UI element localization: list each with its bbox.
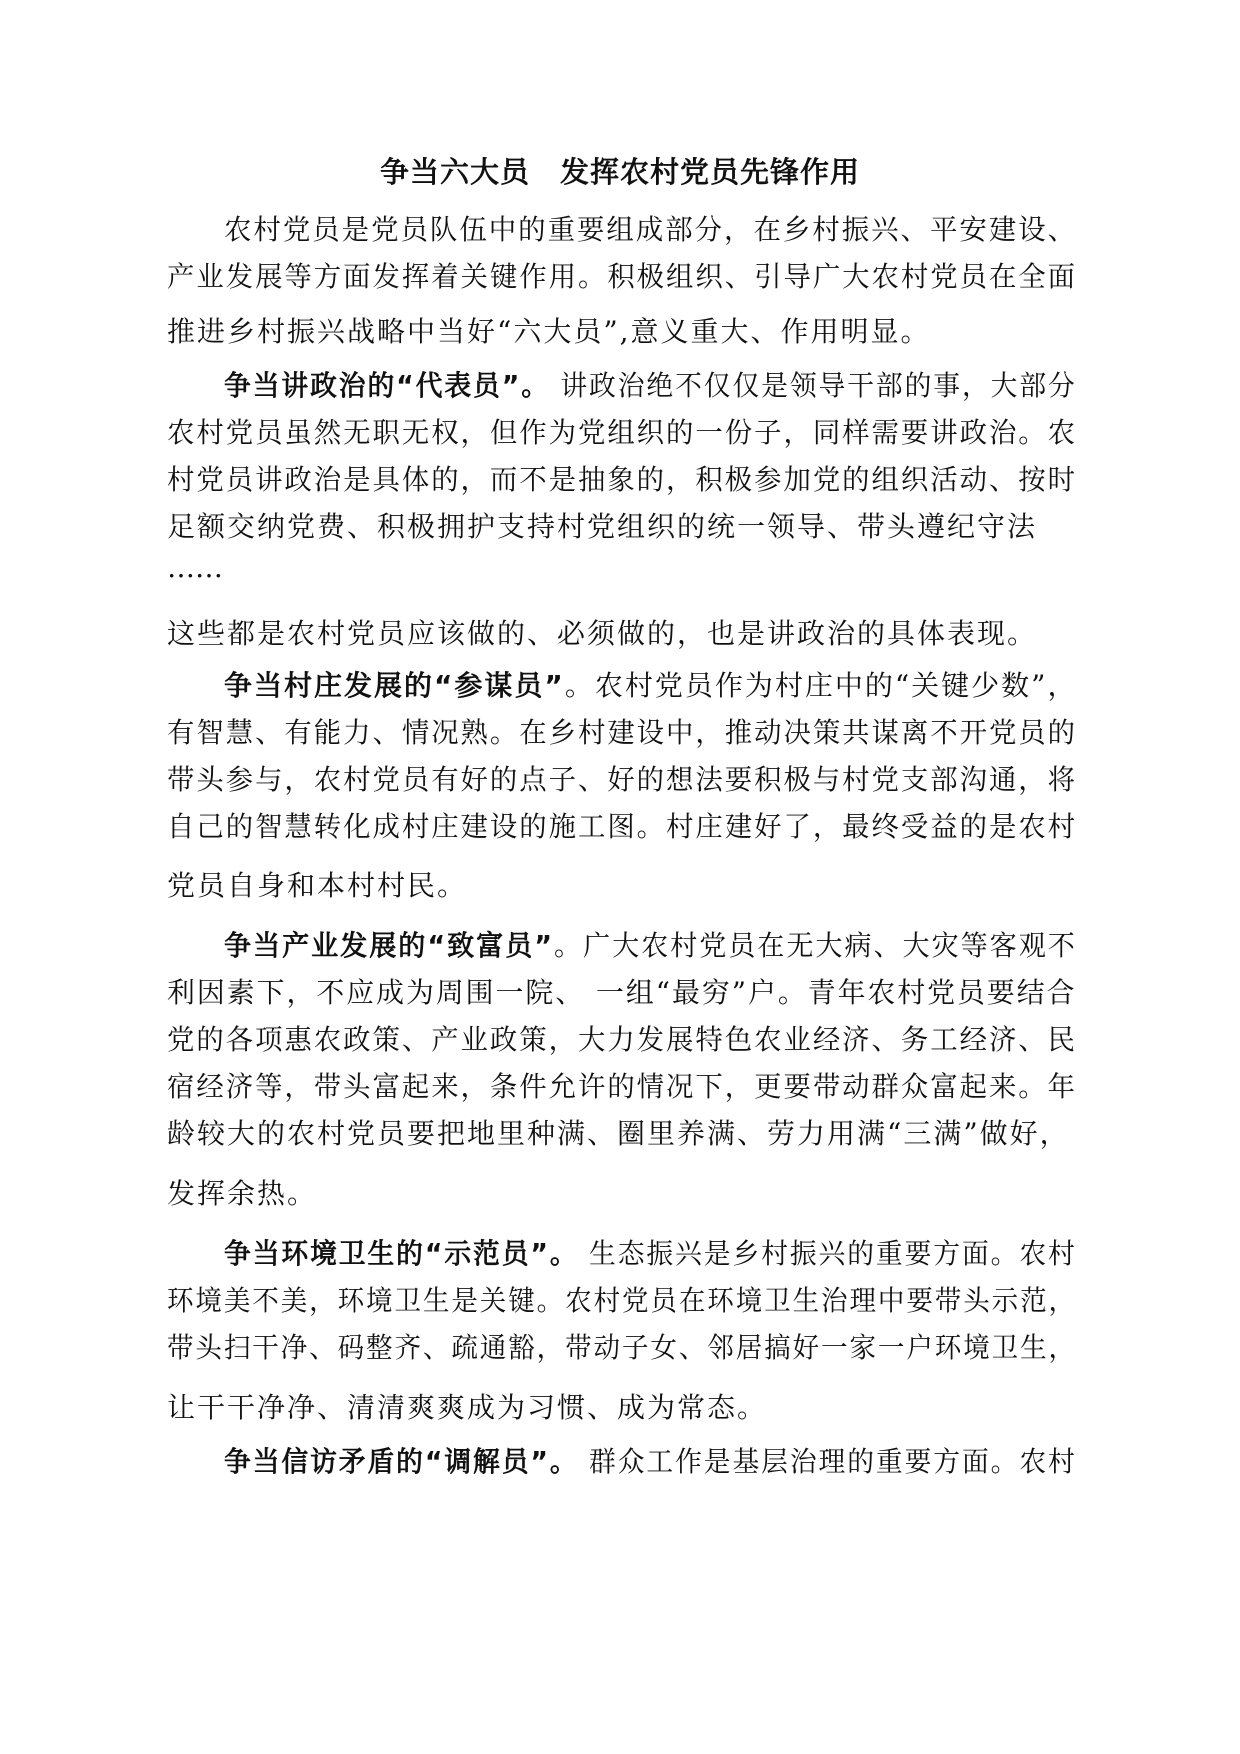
section-demonstrator-line-2: 环境美不美，环境卫生是关键。农村党员在环境卫生治理中要带头示范，: [167, 1284, 1077, 1317]
section-prosperity-line-1: [224, 926, 1077, 966]
document-title: 争当六大员 发挥农村党员先锋作用: [379, 155, 860, 189]
section-advisor-line-1: [224, 666, 1077, 706]
section-demonstrator-line-4: 让干干净净、清清爽爽成为习惯、成为常态。: [167, 1391, 768, 1424]
section-prosperity-text-1: 。广大农村党员在无大病、大灾等客观不: [553, 929, 1077, 962]
intro-line-1: 农村党员是党员队伍中的重要组成部分，在乡村振兴、平安建设、: [224, 213, 1078, 246]
section-representative-line-3: 村党员讲政治是具体的，而不是抽象的，积极参加党的组织活动、按时: [167, 463, 1078, 496]
section-prosperity-heading: 争当产业发展的“致富员”: [224, 929, 554, 962]
section-prosperity-line-3: 党的各项惠农政策、产业政策，大力发展特色农业经济、务工经济、民: [167, 1023, 1078, 1056]
section-advisor-heading: 争当村庄发展的“参谋员”: [224, 669, 565, 702]
section-representative-heading: 争当讲政治的“代表员”。: [224, 369, 550, 402]
section-representative-line-2: 农村党员虽然无职无权，但作为党组织的一份子，同样需要讲政治。农: [167, 416, 1078, 449]
section-prosperity-line-4: 宿经济等，带头富起来，条件允许的情况下，更要带动群众富起来。年: [167, 1070, 1078, 1103]
section-advisor-line-5: 党员自身和本村村民。: [167, 869, 468, 902]
section-prosperity-line-2: 利因素下，不应成为周围一院、 一组“最穷”户。青年农村党员要结合: [167, 976, 1077, 1009]
section-representative-line-1: [224, 366, 1077, 406]
section-representative-text-1: 讲政治绝不仅仅是领导干部的事，大部分: [549, 369, 1077, 402]
intro-line-2: 产业发展等方面发挥着关键作用。积极组织、引导广大农村党员在全面: [167, 260, 1078, 293]
section-mediator-text-1: 群众工作是基层治理的重要方面。农村: [578, 1445, 1077, 1478]
section-advisor-text-1: 。农村党员作为村庄中的“关键少数”，: [564, 669, 1078, 702]
section-demonstrator-line-3: 带头扫干净、码整齐、疏通豁，带动子女、邻居搞好一家一户环境卫生，: [167, 1331, 1077, 1364]
section-mediator-line-1: [224, 1442, 1077, 1482]
section-demonstrator-heading: 争当环境卫生的“示范员”。: [224, 1237, 579, 1270]
section-advisor-line-2: 有智慧、有能力、情况熟。在乡村建设中，推动决策共谋离不开党员的: [167, 716, 1078, 749]
section-prosperity-line-5: 龄较大的农村党员要把地里种满、圈里养满、劳力用满“三满”做好，: [167, 1117, 1070, 1150]
section-representative-ellipsis: ……: [167, 551, 223, 584]
section-representative-line-4: 足额交纳党费、积极拥护支持村党组织的统一领导、带头遵纪守法: [167, 510, 1038, 543]
section-representative-line-6: 这些都是农村党员应该做的、必须做的，也是讲政治的具体表现。: [167, 617, 1038, 650]
section-advisor-line-3: 带头参与，农村党员有好的点子、好的想法要积极与村党支部沟通，将: [167, 763, 1078, 796]
section-demonstrator-text-1: 生态振兴是乡村振兴的重要方面。农村: [578, 1237, 1077, 1270]
section-prosperity-line-6: 发挥余热。: [167, 1177, 318, 1210]
section-mediator-heading: 争当信访矛盾的“调解员”。: [224, 1445, 579, 1478]
section-demonstrator-line-1: [224, 1234, 1077, 1274]
section-advisor-line-4: 自己的智慧转化成村庄建设的施工图。村庄建好了，最终受益的是农村: [167, 810, 1078, 843]
intro-line-3: 推进乡村振兴战略中当好“六大员”,意义重大、作用明显。: [167, 315, 931, 348]
